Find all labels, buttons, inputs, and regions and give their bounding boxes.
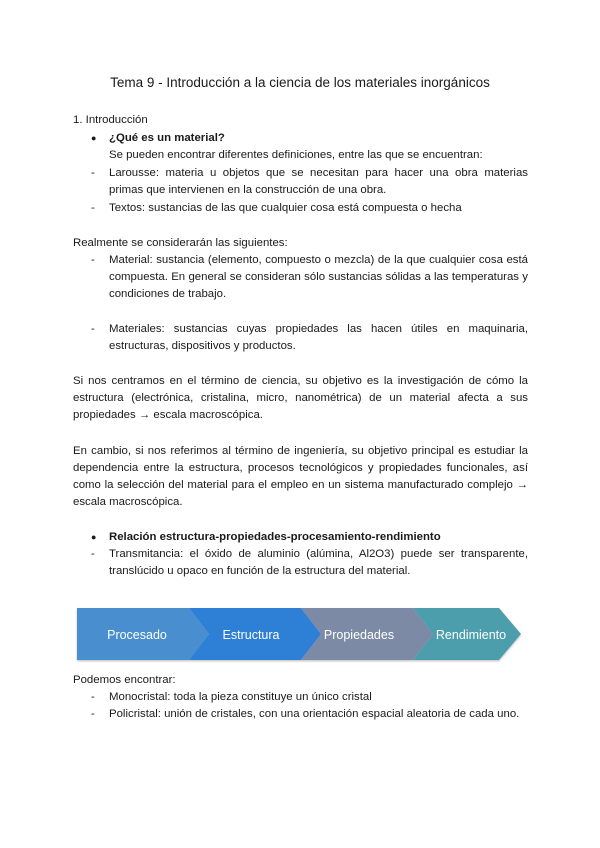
dash-marker: - bbox=[91, 202, 95, 214]
encontrar-item: Monocristal: toda la pieza constituye un único cristal bbox=[109, 691, 372, 703]
paragraph-ingenieria: En cambio, si nos referimos al término de ingeniería, su objetivo principal es estudiar la dependencia entre la estructura, procesos tecnológicos y propiedades funcionales, así como la selección del material para el empleo en un sistema manufacturado complejo → escala macroscópica. bbox=[73, 445, 528, 508]
relation-heading bbox=[109, 529, 528, 546]
consider-intro: Realmente se considerarán las siguientes: bbox=[73, 237, 288, 249]
section-heading: 1. Introducción bbox=[73, 114, 148, 126]
dash-marker: - bbox=[91, 691, 95, 703]
definition-item: Textos: sustancias de las que cualquier cosa está compuesta o hecha bbox=[109, 202, 462, 214]
dash-marker: - bbox=[91, 708, 95, 720]
definition-item: Larousse: materia u objetos que se necesitan para hacer una obra materias primas que intervienen en la construcción de una obra. bbox=[109, 167, 528, 196]
dash-marker: - bbox=[91, 254, 95, 266]
transmitancia-item: Transmitancia: el óxido de aluminio (alúmina, Al2O3) puede ser transparente, translúcido u opaco en función de la estructura del material. bbox=[109, 548, 528, 577]
process-flow-diagram bbox=[75, 606, 525, 663]
flow-label-rendimiento: Rendimiento bbox=[435, 628, 507, 642]
page-title: Tema 9 - Introducción a la ciencia de los materiales inorgánicos bbox=[110, 75, 490, 90]
dash-marker: - bbox=[91, 323, 95, 335]
flow-label-procesado: Procesado bbox=[107, 628, 167, 642]
dash-marker: - bbox=[91, 548, 95, 560]
dash-marker: - bbox=[91, 167, 95, 179]
encontrar-item: Policristal: unión de cristales, con una orientación espacial aleatoria de cada uno. bbox=[109, 708, 520, 720]
flow-label-estructura: Estructura bbox=[222, 628, 280, 642]
bullet-marker: ● bbox=[91, 532, 97, 542]
question-heading bbox=[109, 130, 528, 147]
relation-text: Relación estructura-propiedades-procesamiento-rendimiento bbox=[109, 531, 441, 543]
consider-item: Materiales: sustancias cuyas propiedades las hacen útiles en maquinaria, estructuras, dispositivos y productos. bbox=[109, 323, 528, 352]
consider-item: Material: sustancia (elemento, compuesto o mezcla) de la que cualquier cosa está compuesta. En general se consideran sólo sustancias sólidas a las temperaturas y condiciones de trabajo. bbox=[109, 254, 528, 300]
encontrar-intro: Podemos encontrar: bbox=[73, 674, 176, 686]
definitions-intro: Se pueden encontrar diferentes definiciones, entre las que se encuentran: bbox=[109, 149, 483, 161]
paragraph-ciencia: Si nos centramos en el término de ciencia, su objetivo es la investigación de cómo la estructura (electrónica, cristalina, micro, nanométrica) de un material afecta a sus propiedades → escala macroscópica. bbox=[73, 375, 528, 421]
flow-label-propiedades: Propiedades bbox=[323, 628, 395, 642]
bullet-marker: ● bbox=[91, 133, 97, 143]
question-text: ¿Qué es un material? bbox=[109, 132, 225, 144]
